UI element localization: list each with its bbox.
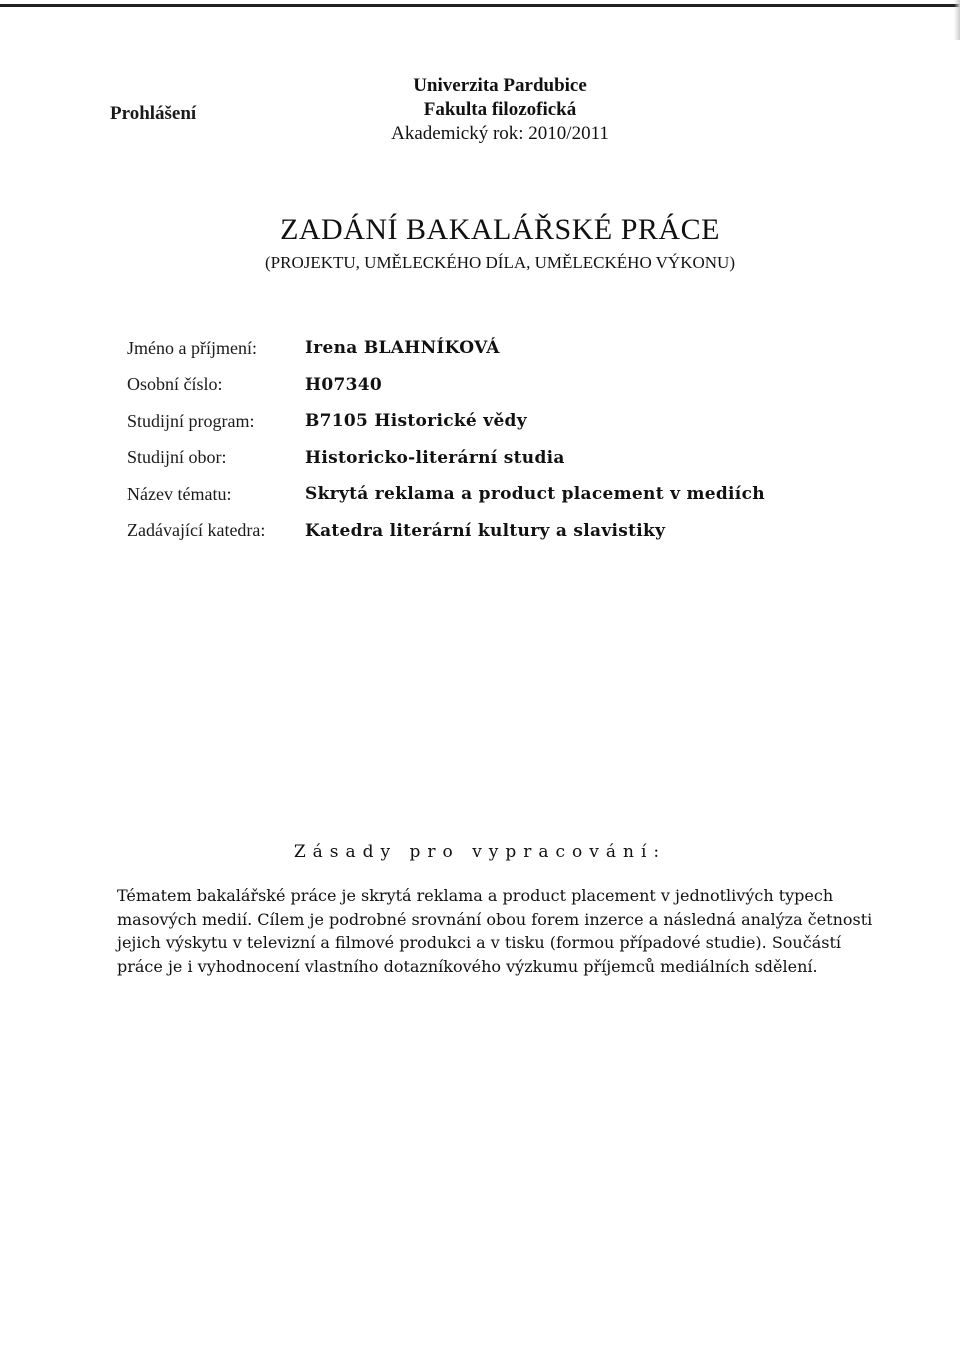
info-value: H07340 bbox=[305, 374, 383, 395]
info-label: Studijní program: bbox=[127, 410, 255, 431]
info-value: Historicko-literární studia bbox=[305, 447, 565, 468]
info-label: Osobní číslo: bbox=[127, 374, 223, 395]
info-row-study-field bbox=[127, 440, 765, 477]
scan-edge-line bbox=[0, 4, 960, 7]
document-title: ZADÁNÍ BAKALÁŘSKÉ PRÁCE bbox=[280, 213, 720, 246]
info-row-personal-number bbox=[127, 367, 765, 404]
paragraph-line: jejich výskytu v televizní a filmové produkci a v tisku (formou případové studie). Součástí bbox=[117, 933, 841, 952]
document-subtitle: (PROJEKTU, UMĚLECKÉHO DÍLA, UMĚLECKÉHO VÝKONU) bbox=[265, 253, 735, 272]
institution-header bbox=[360, 74, 640, 146]
info-row-name bbox=[127, 330, 765, 367]
paragraph-line: Tématem bakalářské práce je skrytá reklama a product placement v jednotlivých typech bbox=[117, 886, 834, 905]
info-value: Skrytá reklama a product placement v mediích bbox=[305, 484, 765, 505]
principles-paragraph bbox=[117, 884, 873, 978]
scan-edge-shadow bbox=[954, 0, 960, 40]
paragraph-line: práce je i vyhodnocení vlastního dotazníkového výzkumu příjemců mediálních sdělení. bbox=[117, 956, 818, 976]
declaration-label: Prohlášení bbox=[110, 103, 197, 124]
info-row-study-program bbox=[127, 403, 765, 440]
principles-heading: Zásady pro vypracování: bbox=[293, 842, 667, 862]
info-row-topic bbox=[127, 476, 765, 513]
info-value: Katedra literární kultury a slavistiky bbox=[305, 520, 666, 541]
academic-year: Akademický rok: 2010/2011 bbox=[391, 123, 609, 144]
info-row-department bbox=[127, 513, 765, 550]
paragraph-line: masových medií. Cílem je podrobné srovnání obou forem inzerce a následná analýza četnosti bbox=[117, 909, 873, 929]
student-info-table bbox=[127, 330, 765, 549]
university-name: Univerzita Pardubice bbox=[413, 75, 587, 96]
info-label: Zadávající katedra: bbox=[127, 520, 266, 541]
info-label: Název tématu: bbox=[127, 483, 232, 504]
document-title-block bbox=[200, 212, 800, 274]
info-value: B7105 Historické vědy bbox=[305, 411, 527, 432]
info-label: Jméno a příjmení: bbox=[127, 337, 257, 358]
info-value: Irena BLAHNÍKOVÁ bbox=[305, 338, 500, 359]
info-label: Studijní obor: bbox=[127, 447, 227, 468]
faculty-name: Fakulta filozofická bbox=[423, 99, 577, 120]
